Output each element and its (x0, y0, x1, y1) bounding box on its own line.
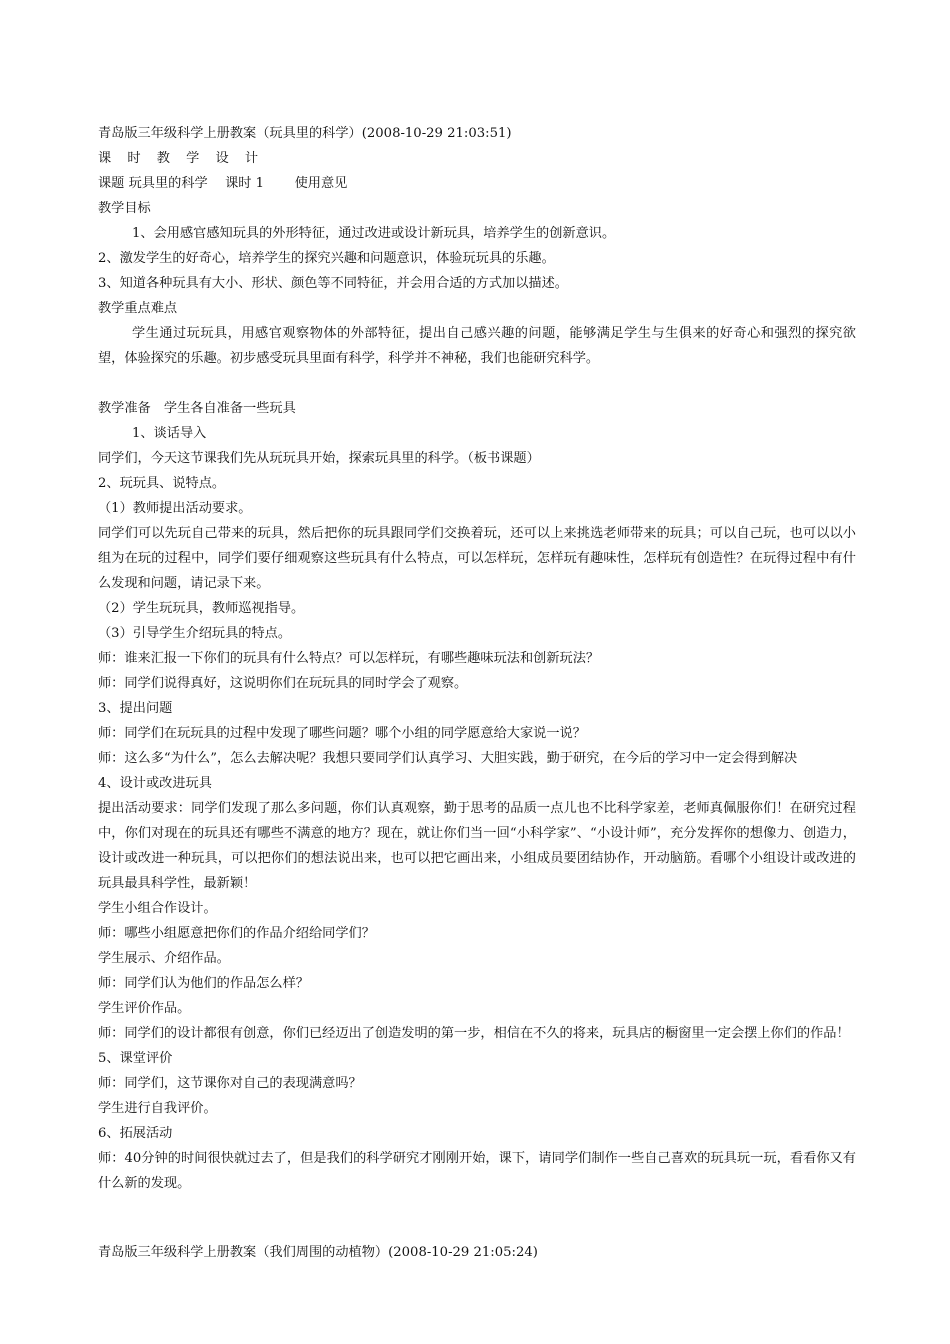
dialogue-line: 学生评价作品。 (98, 1001, 191, 1016)
step-heading: 6、拓展活动 (98, 1126, 173, 1141)
goal-item: 3、知道各种玩具有大小、形状、颜色等不同特征，并会用合适的方式加以描述。 (98, 276, 568, 291)
goal-item: 1、会用感官感知玩具的外形特征，通过改进或设计新玩具，培养学生的创新意识。 (132, 226, 616, 241)
step-text: 同学们可以先玩自己带来的玩具，然后把你的玩具跟同学们交换着玩，还可以上来挑选老师带来的玩具；可以自己玩，也可以以小组为在玩的过程中，同学们要仔细观察这些玩具有什么特点，可以怎样玩，怎样玩有趣味性，怎样玩有创造性？在玩得过程中有什么发现和问题，请记录下来。 (98, 526, 856, 591)
step-text: 提出活动要求：同学们发现了那么多问题，你们认真观察，勤于思考的品质一点儿也不比科学家差，老师真佩服你们！在研究过程中，你们对现在的玩具还有哪些不满意的地方？现在，就让你们当一回“小科学家”、“小设计师”，充分发挥你的想像力、创造力，设计或改进一种玩具，可以把你们的想法说出来，也可以把它画出来，小组成员要团结协作，开动脑筋。看哪个小组设计或改进的玩具最具科学性，最新颖！ (98, 801, 856, 891)
dialogue-line: 师：谁来汇报一下你们的玩具有什么特点？可以怎样玩，有哪些趣味玩法和创新玩法？ (98, 651, 600, 666)
preparation-line: 教学准备 学生各自准备一些玩具 (98, 401, 296, 416)
step-heading: 4、设计或改进玩具 (98, 776, 212, 791)
substep-heading: （2）学生玩玩具，教师巡视指导。 (98, 601, 305, 616)
dialogue-line: 师：同学们，这节课你对自己的表现满意吗？ (98, 1076, 362, 1091)
dialogue-line: 师：哪些小组愿意把你们的作品介绍给同学们？ (98, 926, 375, 941)
step-text: 同学们，今天这节课我们先从玩玩具开始，探索玩具里的科学。（板书课题） (98, 451, 540, 466)
dialogue-line: 学生展示、介绍作品。 (98, 951, 230, 966)
dialogue-line: 师：同学们认为他们的作品怎么样？ (98, 976, 309, 991)
topic-line: 课题 玩具里的科学 课时 1 使用意见 (98, 176, 348, 191)
key-points-heading: 教学重点难点 (98, 301, 178, 316)
substep-heading: （1）教师提出活动要求。 (98, 501, 252, 516)
step-heading: 2、玩玩具、说特点。 (98, 476, 226, 491)
dialogue-line: 师：同学们在玩玩具的过程中发现了哪些问题？哪个小组的同学愿意给大家说一说？ (98, 726, 586, 741)
blank-line (98, 371, 856, 396)
design-heading: 课 时 教 学 设 计 (98, 151, 265, 166)
goals-heading: 教学目标 (98, 201, 151, 216)
step-heading: 5、课堂评价 (98, 1051, 173, 1066)
dialogue-line: 师：这么多“为什么”，怎么去解决呢？我想只要同学们认真学习、大胆实践，勤于研究，在今后的学习中一定会得到解决 (98, 751, 798, 766)
dialogue-line: 师：同学们的设计都很有创意，你们已经迈出了创造发明的第一步，相信在不久的将来，玩具店的橱窗里一定会摆上你们的作品！ (98, 1026, 850, 1041)
dialogue-line: 师：同学们说得真好，这说明你们在玩玩具的同时学会了观察。 (98, 676, 468, 691)
step-heading: 3、提出问题 (98, 701, 173, 716)
dialogue-line: 学生进行自我评价。 (98, 1101, 217, 1116)
document-title: 青岛版三年级科学上册教案（玩具里的科学）(2008-10-29 21:03:51) (98, 126, 512, 141)
dialogue-line: 学生小组合作设计。 (98, 901, 217, 916)
substep-heading: （3）引导学生介绍玩具的特点。 (98, 626, 292, 641)
key-points-text: 学生通过玩玩具，用感官观察物体的外部特征，提出自己感兴趣的问题，能够满足学生与生俱来的好奇心和强烈的探究欲望，体验探究的乐趣。初步感受玩具里面有科学，科学并不神秘，我们也能研究科学。 (98, 326, 856, 366)
step-text: 师：40分钟的时间很快就过去了，但是我们的科学研究才刚刚开始，课下，请同学们制作一些自己喜欢的玩具玩一玩，看看你又有什么新的发现。 (98, 1151, 856, 1191)
step-heading: 1、谈话导入 (132, 426, 207, 441)
goal-item: 2、激发学生的好奇心，培养学生的探究兴趣和问题意识，体验玩玩具的乐趣。 (98, 251, 555, 266)
document-page (98, 121, 856, 1260)
next-document-title: 青岛版三年级科学上册教案（我们周围的动植物）(2008-10-29 21:05:24) (98, 1245, 538, 1260)
